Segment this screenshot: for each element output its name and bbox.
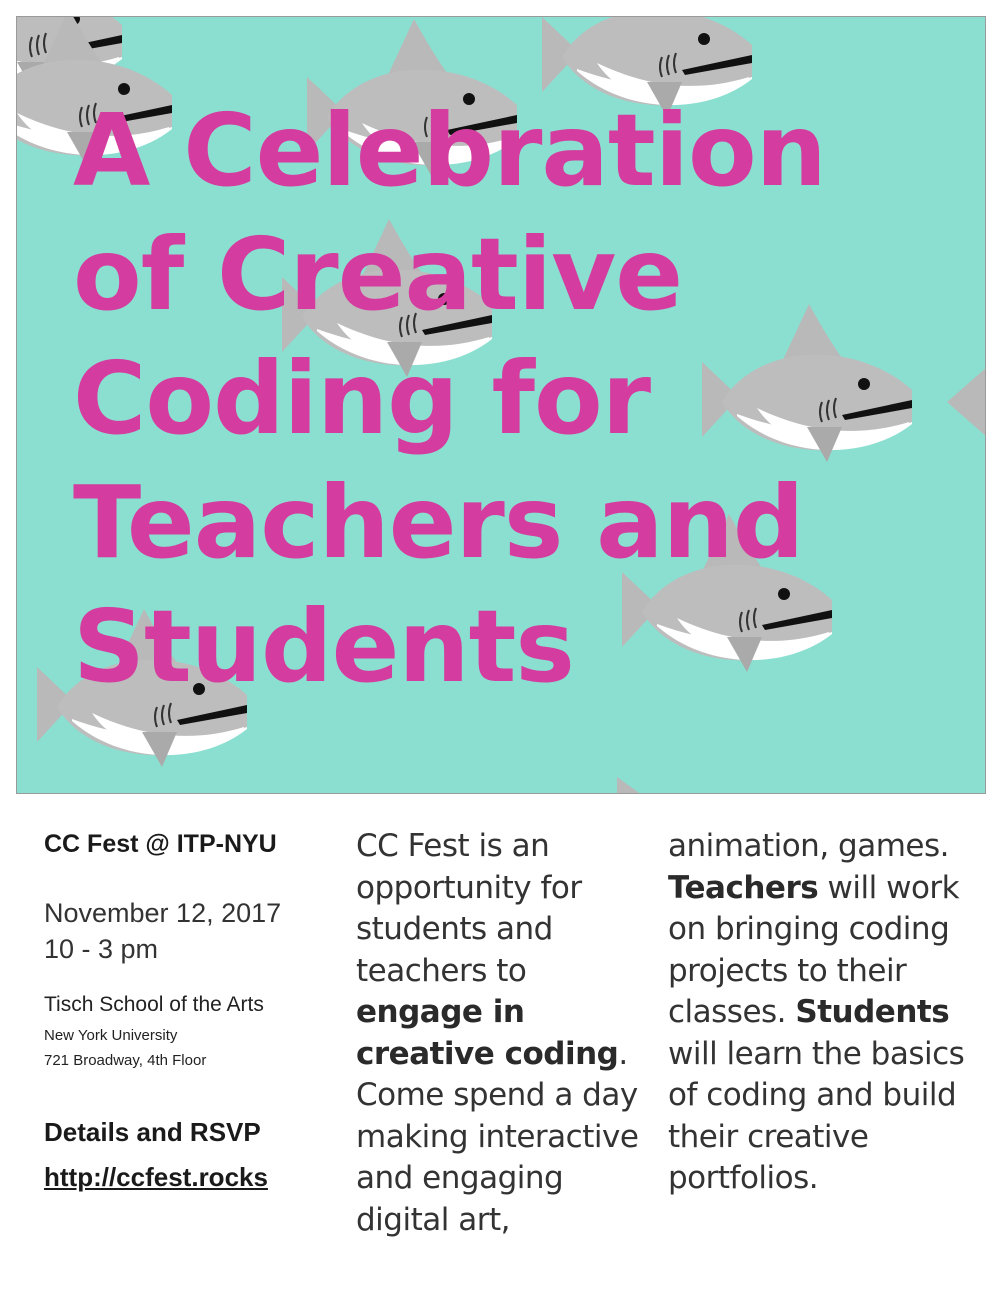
event-details-column [44,826,334,1193]
hero-banner [16,16,986,794]
description-line [356,1034,656,1076]
event-university: New York University [44,1027,178,1044]
description-text: classes. [668,994,796,1030]
emphasis-text: Students [795,994,950,1030]
rsvp-link[interactable]: http://ccfest.rocks [44,1162,268,1192]
description-line: students and [356,911,553,947]
description-column-1 [356,826,656,1241]
description-line: portfolios. [668,1160,819,1196]
headline-line: Teachers and [73,464,804,581]
headline-line: Students [73,588,574,705]
description-line [668,992,988,1034]
description-line: digital art, [356,1201,510,1238]
headline-line: A Celebration [73,92,826,209]
description-line: CC Fest is an [356,828,550,864]
rsvp-label: Details and RSVP [44,1117,261,1147]
description-line [356,992,656,1034]
event-time: 10 - 3 pm [44,934,159,964]
description-line: their creative [668,1118,869,1155]
event-address: 721 Broadway, 4th Floor [44,1052,207,1069]
headline-line: of Creative [73,216,683,333]
description-line: will learn the basics [668,1035,965,1072]
emphasis-text: engage in [356,994,525,1030]
description-line: teachers to [356,952,527,989]
event-address-block [44,1023,334,1073]
description-line: on bringing coding [668,911,950,947]
event-date: November 12, 2017 [44,898,282,928]
description-line [668,868,988,910]
description-text: will work [818,869,960,906]
event-venue: Tisch School of the Arts [44,993,264,1016]
emphasis-text: Teachers [668,869,819,906]
description-line: of coding and build [668,1077,957,1113]
emphasis-text: creative coding [356,1035,619,1072]
headline-line: Coding for [73,340,651,457]
poster-headline [73,89,973,709]
description-line: Come spend a day [356,1077,638,1113]
description-line: animation, games. [668,828,949,864]
description-text: . [618,1035,628,1072]
description-line: projects to their [668,952,907,989]
description-line: making interactive [356,1118,639,1155]
description-line: and engaging [356,1160,564,1196]
description-line: opportunity for [356,869,582,906]
event-name: CC Fest @ ITP-NYU [44,830,277,858]
description-column-2 [668,826,988,1200]
